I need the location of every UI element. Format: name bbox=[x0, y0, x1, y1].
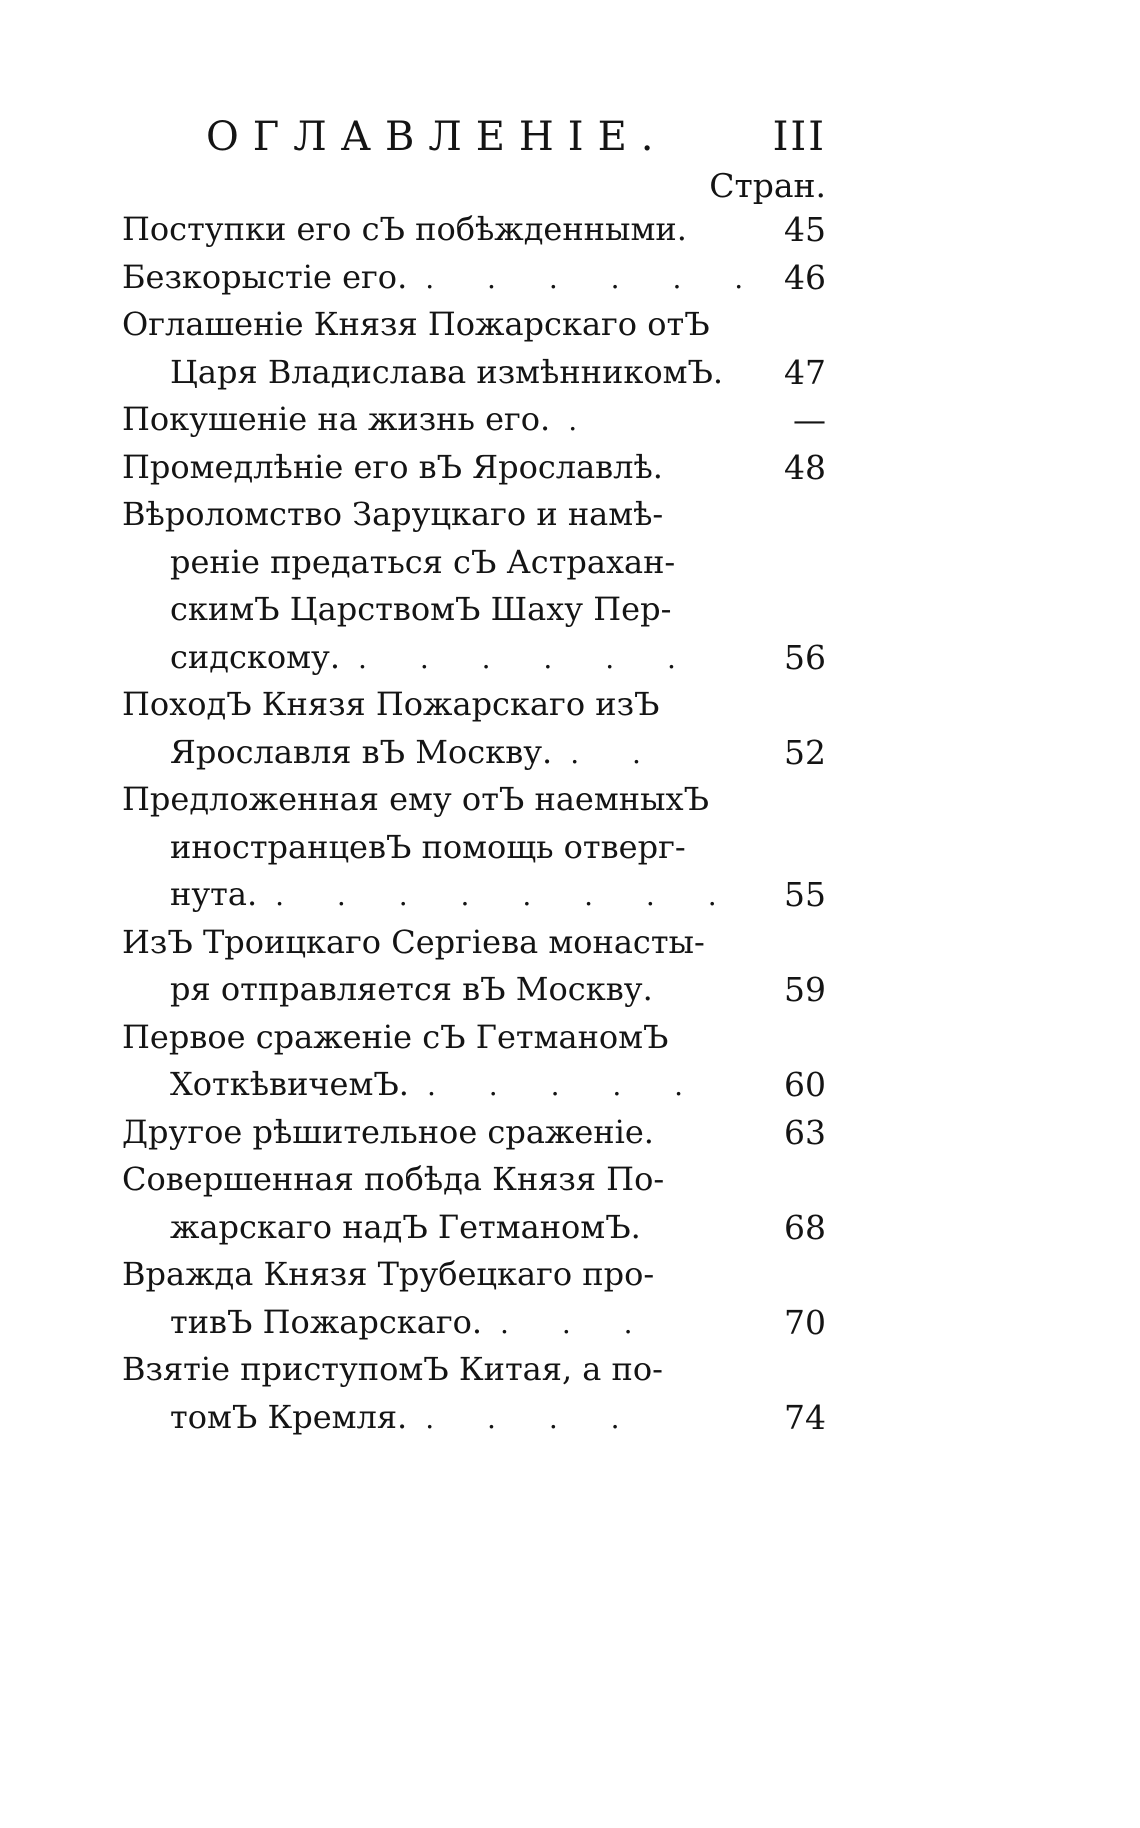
toc-entry-text: ХоткѣвичемЪ. bbox=[170, 1065, 409, 1103]
toc-entry-line bbox=[122, 396, 826, 444]
toc-entry-line bbox=[122, 681, 826, 729]
table-of-contents bbox=[122, 206, 826, 1441]
toc-entry-text: Поступки его сЪ побѣжденными. bbox=[122, 210, 687, 248]
page-column-label: Стран. bbox=[709, 166, 826, 205]
toc-entry-text: Вѣроломство Заруцкаго и намѣ- bbox=[122, 495, 664, 533]
toc-entry-line bbox=[122, 776, 826, 824]
toc-entry-line bbox=[122, 491, 826, 539]
toc-entry bbox=[122, 254, 826, 302]
toc-entry-line bbox=[122, 1109, 826, 1157]
toc-entry-continuation bbox=[122, 729, 826, 777]
toc-leader-dots: . . . bbox=[500, 1306, 655, 1340]
toc-page-number: 60 bbox=[784, 1065, 826, 1104]
toc-entry-continuation bbox=[122, 539, 826, 587]
toc-entry-line bbox=[122, 254, 826, 302]
toc-entry-text: Совершенная побѣда Князя По- bbox=[122, 1160, 665, 1198]
toc-leader-dots: . . . . . . bbox=[425, 261, 766, 295]
toc-page-number: 56 bbox=[784, 637, 826, 677]
toc-page-number: 70 bbox=[784, 1302, 826, 1342]
toc-entry-text: томЪ Кремля. bbox=[170, 1397, 408, 1436]
toc-entry-continuation bbox=[122, 634, 826, 682]
toc-entry bbox=[122, 776, 826, 919]
toc-page-number: 59 bbox=[784, 970, 826, 1009]
toc-entry-text: Ярославля вЪ Москву. bbox=[170, 732, 553, 771]
toc-entry bbox=[122, 1156, 826, 1251]
toc-entry bbox=[122, 1014, 826, 1109]
toc-leader-dots: . . . . bbox=[425, 1401, 642, 1435]
toc-page-number: 63 bbox=[784, 1112, 826, 1152]
toc-entry bbox=[122, 206, 826, 254]
toc-entry-text: Оглашеніе Князя Пожарскаго отЪ bbox=[122, 305, 710, 343]
toc-entry bbox=[122, 1109, 826, 1157]
toc-page-number: 74 bbox=[784, 1397, 826, 1437]
toc-page-number: 48 bbox=[784, 447, 826, 487]
toc-entry-text: Первое сраженіе сЪ ГетманомЪ bbox=[122, 1017, 669, 1056]
toc-leader-dots: . . bbox=[570, 736, 663, 770]
toc-entry-continuation bbox=[122, 1061, 826, 1109]
toc-entry-text: Царя Владислава измѣнникомЪ. bbox=[170, 352, 724, 391]
page-number: III bbox=[772, 114, 826, 160]
toc-entry-text: ИзЪ Троицкаго Сергіева монасты- bbox=[122, 922, 705, 961]
toc-entry-text: Покушеніе на жизнь его. bbox=[122, 400, 551, 438]
toc-entry-text: жарскаго надЪ ГетманомЪ. bbox=[170, 1207, 641, 1246]
toc-page-number: 55 bbox=[784, 875, 826, 914]
toc-entry-continuation bbox=[122, 1204, 826, 1252]
toc-entry-line bbox=[122, 919, 826, 967]
toc-entry-text: нута. bbox=[170, 875, 258, 913]
toc-entry-text: тивЪ Пожарскаго. bbox=[170, 1302, 483, 1341]
toc-entry-text: Вражда Князя Трубецкаго про- bbox=[122, 1255, 655, 1293]
toc-page-number: 46 bbox=[784, 257, 826, 297]
toc-entry-text: Другое рѣшительное сраженіе. bbox=[122, 1112, 654, 1151]
toc-entry-continuation bbox=[122, 586, 826, 634]
toc-entry-line bbox=[122, 1014, 826, 1062]
toc-entry bbox=[122, 919, 826, 1014]
toc-entry-line bbox=[122, 1346, 826, 1394]
toc-entry bbox=[122, 444, 826, 492]
toc-entry-line bbox=[122, 301, 826, 349]
toc-leader-dots: . bbox=[568, 404, 600, 437]
toc-entry-text: Промедлѣніе его вЪ Ярославлѣ. bbox=[122, 447, 663, 486]
toc-entry-continuation bbox=[122, 1299, 826, 1347]
toc-entry bbox=[122, 681, 826, 776]
toc-entry-text: иностранцевЪ помощь отверг- bbox=[170, 827, 686, 866]
toc-entry-text: Предложенная ему отЪ наемныхЪ bbox=[122, 780, 709, 818]
toc-leader-dots: . . . . . . bbox=[358, 641, 698, 675]
toc-entry-continuation bbox=[122, 349, 826, 397]
toc-entry-line bbox=[122, 1251, 826, 1299]
toc-page-number: 52 bbox=[784, 732, 826, 772]
toc-entry-continuation bbox=[122, 1394, 826, 1442]
toc-entry-continuation bbox=[122, 824, 826, 872]
toc-entry-line bbox=[122, 444, 826, 492]
toc-entry-text: скимЪ ЦарствомЪ Шаху Пер- bbox=[170, 590, 672, 628]
toc-entry-line bbox=[122, 206, 826, 254]
toc-page-number: 68 bbox=[784, 1207, 826, 1247]
toc-entry bbox=[122, 1346, 826, 1441]
toc-entry bbox=[122, 1251, 826, 1346]
toc-entry-text: ПоходЪ Князя Пожарскаго изЪ bbox=[122, 685, 660, 723]
page-title: ОГЛАВЛЕНІЕ. bbox=[206, 114, 668, 160]
page-header bbox=[206, 112, 826, 172]
toc-page-number: 47 bbox=[784, 352, 826, 392]
toc-leader-dots: . . . . . . . . bbox=[275, 879, 739, 912]
toc-entry-line bbox=[122, 1156, 826, 1204]
toc-entry-text: ря отправляется вЪ Москву. bbox=[170, 970, 653, 1008]
toc-entry-text: реніе предаться сЪ Астрахан- bbox=[170, 542, 676, 581]
toc-leader-dots: . . . . . bbox=[426, 1069, 706, 1102]
toc-page-number: — bbox=[793, 400, 826, 439]
toc-entry-text: Безкорыстіе его. bbox=[122, 257, 408, 296]
toc-entry-continuation bbox=[122, 871, 826, 919]
toc-entry-text: Взятіе приступомЪ Китая, а по- bbox=[122, 1350, 663, 1388]
toc-entry-text: сидскому. bbox=[170, 637, 341, 676]
toc-entry bbox=[122, 301, 826, 396]
toc-page-number: 45 bbox=[784, 210, 826, 249]
toc-entry bbox=[122, 396, 826, 444]
toc-entry bbox=[122, 491, 826, 681]
toc-entry-continuation bbox=[122, 966, 826, 1014]
